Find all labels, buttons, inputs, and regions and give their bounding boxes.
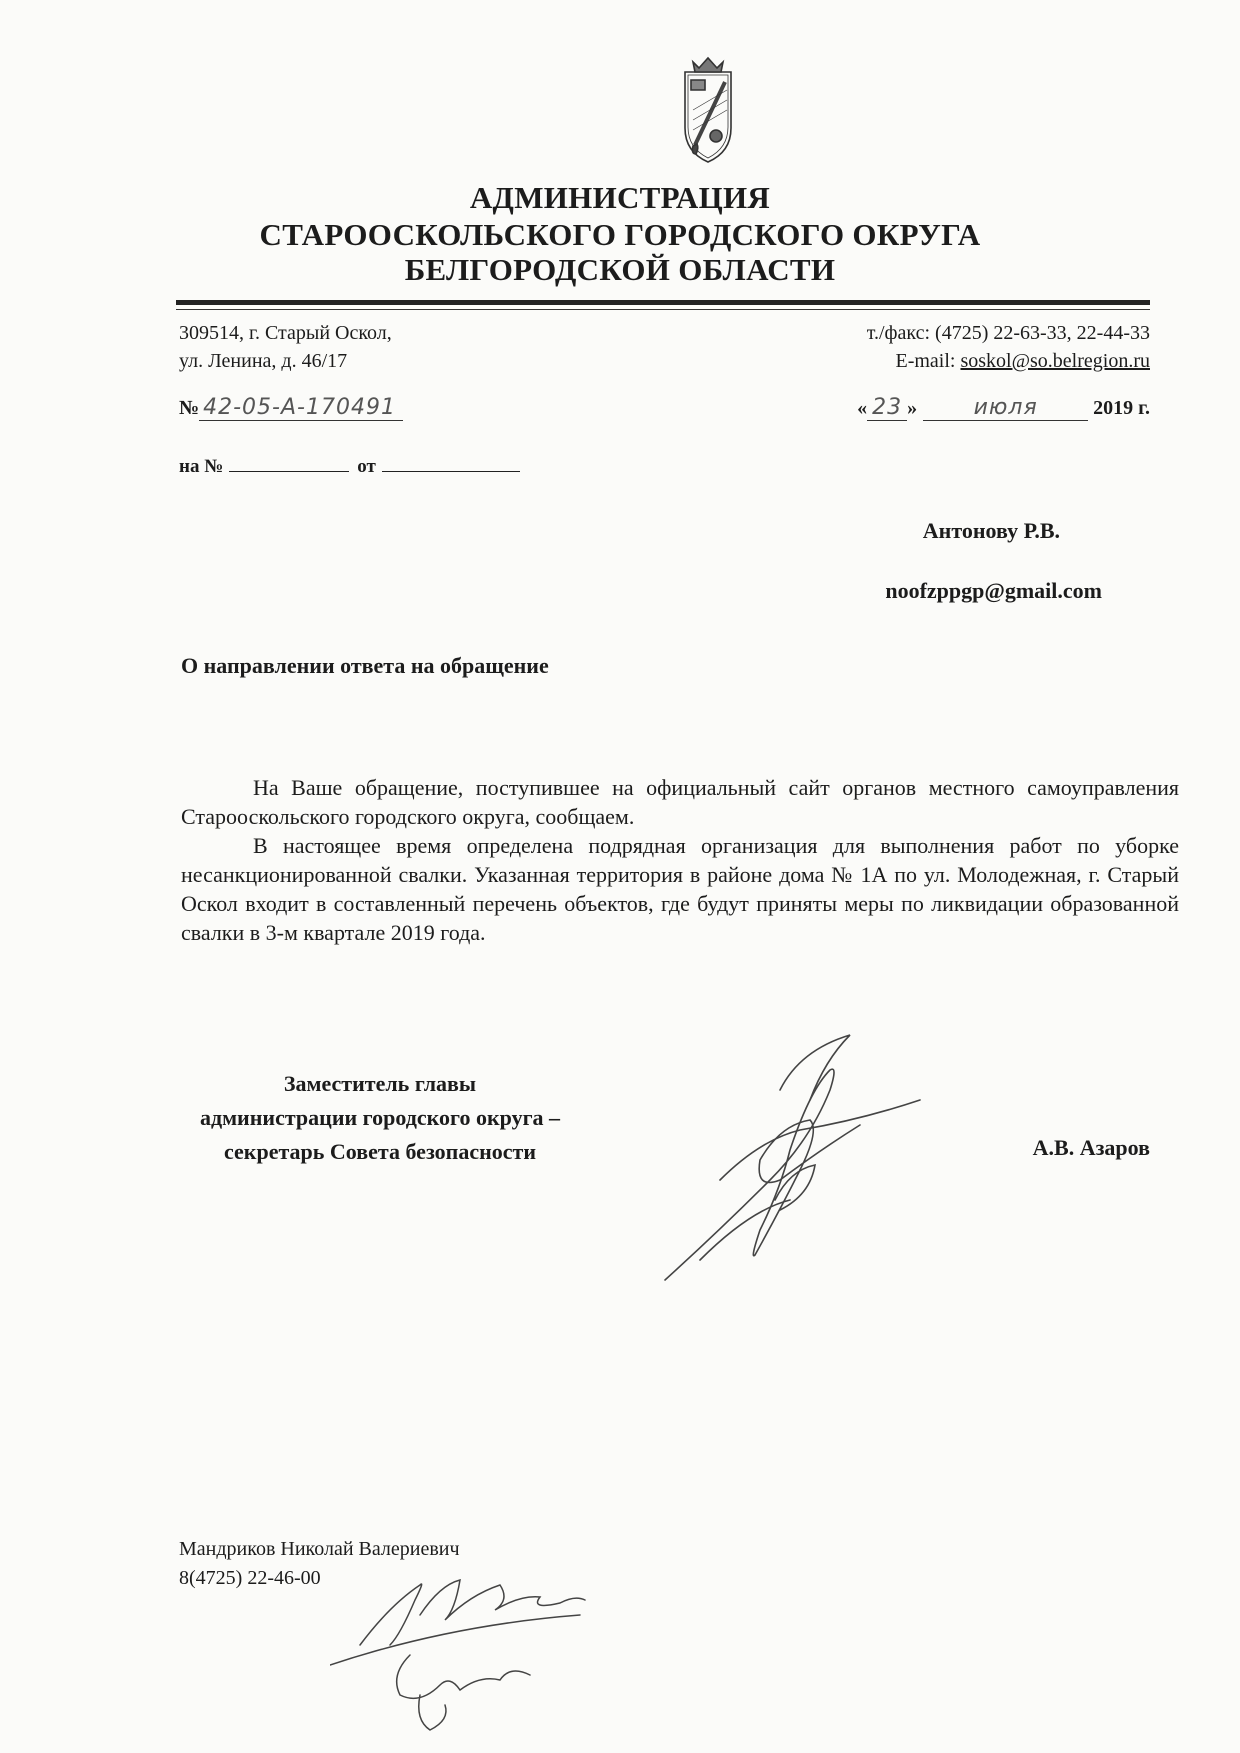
registration-number-value: 42-05-А-170491	[199, 395, 403, 421]
org-title-line-3: БЕЛГОРОДСКОЙ ОБЛАСТИ	[404, 252, 836, 287]
handwritten-signature-icon	[660, 1030, 950, 1290]
email-label: E-mail:	[895, 350, 956, 372]
org-title-line-1: АДМИНИСТРАЦИЯ	[469, 180, 771, 215]
header-divider-thick	[176, 300, 1150, 305]
reference-from-label: от	[357, 456, 376, 477]
coat-of-arms-icon	[633, 50, 783, 170]
letter-subject: О направлении ответа на обращение	[181, 653, 549, 678]
address-line-2: ул. Ленина, д. 46/17	[179, 350, 348, 372]
letter-date	[857, 395, 1150, 421]
phone-fax: т./факс: (4725) 22-63-33, 22-44-33	[866, 322, 1150, 344]
signer-position-line-2: администрации городского округа –	[199, 1105, 561, 1130]
body-paragraph-2: В настоящее время определена подрядная организация для выполнения работ по уборке несанкционированной свалки. Указанная территория в районе дома № 1А по ул. Молодежная, г. Старый Оскол входит в составленный перечень объектов, где будут приняты меры по ликвидации образованной свалки в 3-м квартале 2019 года.	[181, 833, 1179, 945]
executor-name: Мандриков Николай Валериевич	[179, 1538, 460, 1560]
reference-date-blank	[382, 455, 520, 472]
recipient-name: Антонову Р.В.	[922, 518, 1060, 543]
signer-position-line-1: Заместитель главы	[283, 1071, 477, 1096]
email-line	[896, 350, 1151, 373]
date-year: 2019 г.	[1093, 397, 1150, 419]
letter-body	[181, 773, 1179, 947]
address-line-1: 309514, г. Старый Оскол,	[179, 322, 392, 344]
reference-number-label: на №	[179, 456, 224, 477]
body-paragraph-1: На Ваше обращение, поступившее на официальный сайт органов местного самоуправления Старооскольского городского округа, сообщаем.	[181, 775, 1179, 829]
date-month: июля	[923, 395, 1088, 421]
registration-number-label: №	[179, 397, 200, 419]
executor-signature-icon	[330, 1525, 660, 1740]
recipient-email: noofzppgp@gmail.com	[885, 578, 1102, 603]
header-divider-thin	[176, 309, 1150, 310]
reference-number-blank	[229, 455, 349, 472]
org-title-line-2: СТАРООСКОЛЬСКОГО ГОРОДСКОГО ОКРУГА	[259, 217, 981, 252]
date-quote-close: »	[907, 397, 918, 419]
executor-phone: 8(4725) 22-46-00	[179, 1567, 321, 1589]
signer-position	[170, 1067, 590, 1169]
date-day: 23	[867, 395, 907, 421]
date-quote-open: «	[857, 397, 868, 419]
reference-line	[179, 455, 520, 478]
signer-name: А.В. Азаров	[1032, 1135, 1150, 1160]
org-email-link[interactable]: soskol@so.belregion.ru	[960, 350, 1150, 372]
registration-number	[179, 395, 403, 421]
signer-position-line-3: секретарь Совета безопасности	[223, 1139, 537, 1164]
